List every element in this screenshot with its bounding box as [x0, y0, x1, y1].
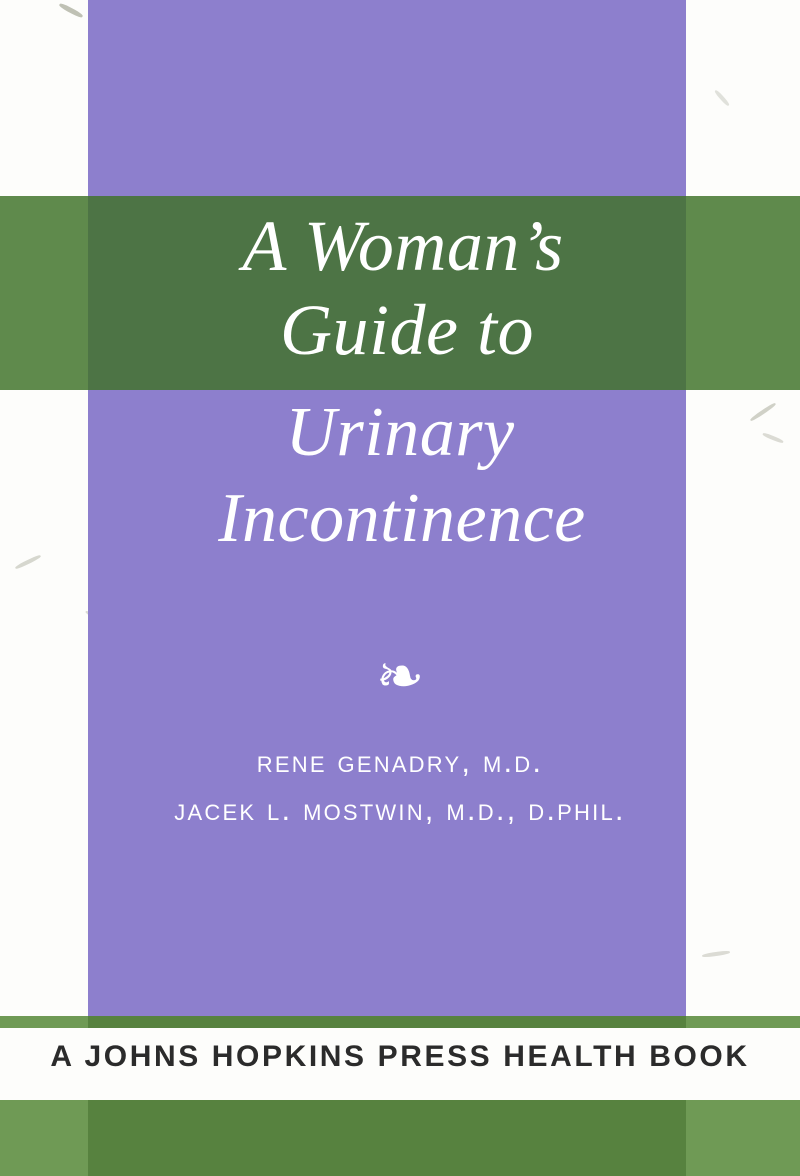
subtitle-line-1: Urinary	[285, 394, 515, 471]
cover-subtitle	[0, 390, 800, 562]
subtitle-line-2: Incontinence	[218, 480, 586, 557]
fleuron-ornament-icon: ❧	[375, 644, 425, 709]
paper-speck	[58, 2, 83, 19]
author-name-1: rene genadry, m.d.	[256, 744, 544, 779]
author-name-2: jacek l. mostwin, m.d., d.phil.	[174, 792, 626, 827]
paper-speck	[702, 950, 730, 958]
paper-speck	[714, 89, 730, 107]
imprint-line: A JOHNS HOPKINS PRESS HEALTH BOOK	[50, 1040, 750, 1073]
author-block	[0, 738, 800, 834]
cover-title	[0, 204, 800, 372]
title-line-2: Guide to	[280, 290, 534, 370]
purple-band	[88, 0, 686, 1176]
title-line-1: A Woman’s	[242, 206, 564, 286]
